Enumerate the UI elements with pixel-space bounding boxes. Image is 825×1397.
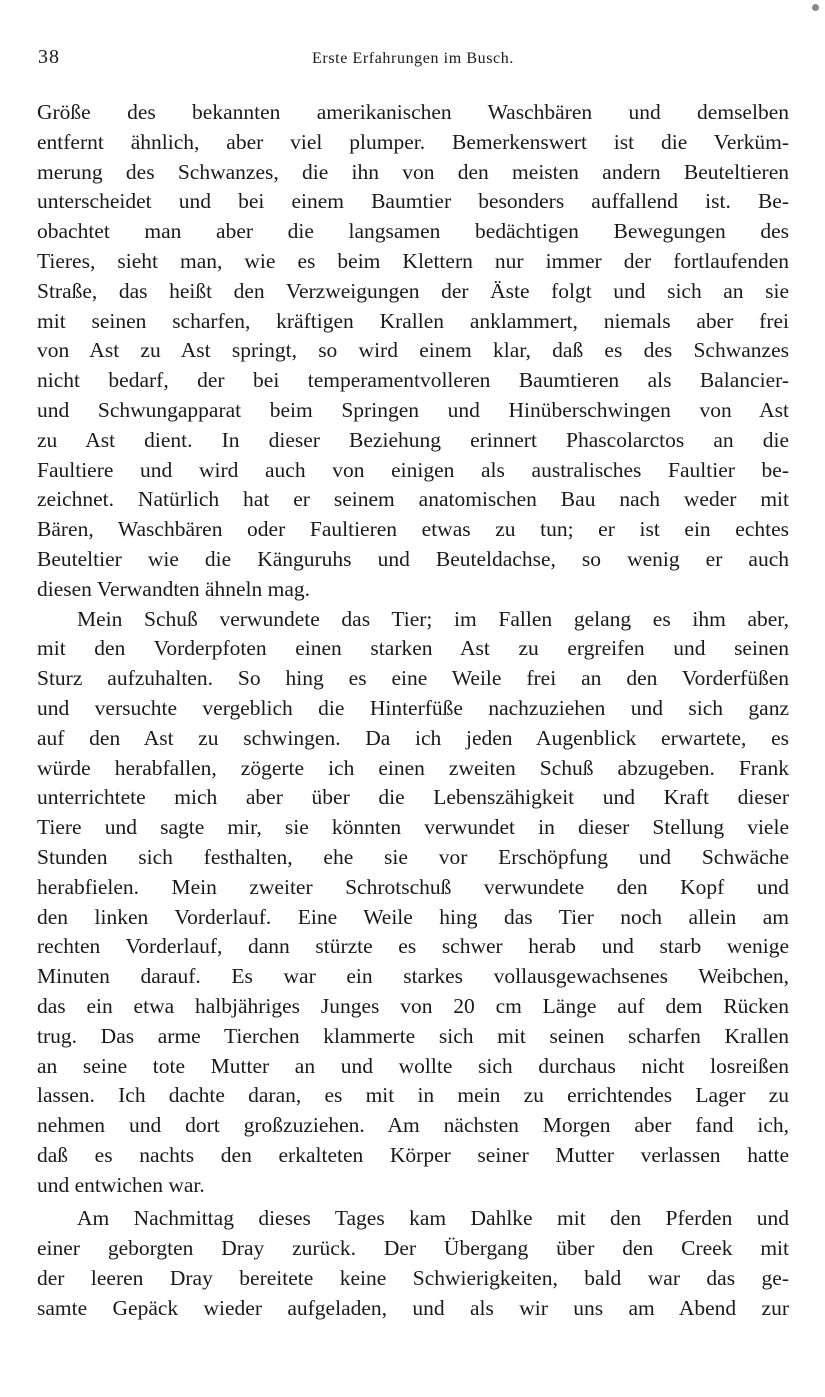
- text-line: Bären, Waschbären oder Faultieren etwas zu tun; er ist ein echtes: [37, 517, 789, 542]
- scan-speck: [812, 4, 819, 11]
- text-line: Am Nachmittag dieses Tages kam Dahlke mit den Pferden und: [77, 1206, 789, 1231]
- text-line: Tieres, sieht man, wie es beim Klettern nur immer der fortlaufenden: [37, 248, 789, 273]
- text-line: Tiere und sagte mir, sie könnten verwundet in dieser Stellung viele: [37, 815, 789, 840]
- page-number: 38: [38, 46, 60, 68]
- text-line: würde herabfallen, zögerte ich einen zweiten Schuß abzugeben. Frank: [37, 755, 789, 780]
- text-line: und entwichen war.: [37, 1172, 205, 1197]
- text-line: Straße, das heißt den Verzweigungen der Äste folgt und sich an sie: [37, 278, 789, 303]
- text-line: nicht bedarf, der bei temperamentvolleren Baumtieren als Balancier-: [37, 368, 789, 393]
- text-line: diesen Verwandten ähneln mag.: [37, 576, 311, 601]
- text-line: unterscheidet und bei einem Baumtier besonders auffallend ist. Be-: [37, 189, 789, 214]
- text-line: und versuchte vergeblich die Hinterfüße nachzuziehen und sich ganz: [37, 695, 789, 720]
- text-line: samte Gepäck wieder aufgeladen, und als wir uns am Abend zur: [37, 1295, 789, 1320]
- paragraph-3: [37, 1204, 789, 1323]
- text-line: Mein Schuß verwundete das Tier; im Fallen gelang es ihm aber,: [77, 606, 789, 631]
- text-line: einer geborgten Dray zurück. Der Übergang über den Creek mit: [37, 1236, 789, 1261]
- running-head: Erste Erfahrungen im Busch.: [312, 50, 514, 67]
- text-line: Größe des bekannten amerikanischen Waschbären und demselben: [37, 100, 789, 124]
- text-line: Sturz aufzuhalten. So hing es eine Weile frei an den Vorderfüßen: [37, 666, 789, 691]
- text-line: mit seinen scharfen, kräftigen Krallen anklammert, niemals aber frei: [37, 308, 789, 333]
- text-line: rechten Vorderlauf, dann stürzte es schwer herab und starb wenige: [37, 934, 789, 959]
- text-line: das ein etwa halbjähriges Junges von 20 cm Länge auf dem Rücken: [37, 993, 789, 1018]
- text-line: den linken Vorderlauf. Eine Weile hing das Tier noch allein am: [37, 904, 789, 929]
- text-line: Minuten darauf. Es war ein starkes vollausgewachsenes Weibchen,: [37, 964, 789, 989]
- text-line: auf den Ast zu schwingen. Da ich jeden Augenblick erwartete, es: [37, 725, 789, 750]
- text-line: Beuteltier wie die Känguruhs und Beuteldachse, so wenig er auch: [37, 546, 789, 571]
- book-page: [37, 46, 789, 1324]
- text-line: an seine tote Mutter an und wollte sich durchaus nicht losreißen: [37, 1053, 789, 1078]
- text-line: und Schwungapparat beim Springen und Hinüberschwingen von Ast: [37, 397, 789, 422]
- text-line: herabfielen. Mein zweiter Schrotschuß verwundete den Kopf und: [37, 874, 789, 899]
- paragraph-1: [37, 98, 789, 605]
- text-line: merung des Schwanzes, die ihn von den meisten andern Beuteltieren: [37, 159, 789, 184]
- page-header: [37, 46, 789, 76]
- text-line: trug. Das arme Tierchen klammerte sich mit seinen scharfen Krallen: [37, 1023, 789, 1048]
- text-line: unterrichtete mich aber über die Lebenszähigkeit und Kraft dieser: [37, 785, 789, 810]
- text-line: entfernt ähnlich, aber viel plumper. Bemerkenswert ist die Verküm-: [37, 129, 789, 154]
- text-line: obachtet man aber die langsamen bedächtigen Bewegungen des: [37, 219, 789, 244]
- paragraph-2: [37, 605, 789, 1201]
- text-line: der leeren Dray bereitete keine Schwierigkeiten, bald war das ge-: [37, 1266, 789, 1291]
- text-line: lassen. Ich dachte daran, es mit in mein zu errichtendes Lager zu: [37, 1083, 789, 1108]
- text-line: Stunden sich festhalten, ehe sie vor Erschöpfung und Schwäche: [37, 844, 789, 869]
- body-text: [37, 98, 789, 1324]
- text-line: von Ast zu Ast springt, so wird einem klar, daß es des Schwanzes: [37, 338, 789, 363]
- text-line: Faultiere und wird auch von einigen als australisches Faultier be-: [37, 457, 789, 482]
- text-line: daß es nachts den erkalteten Körper seiner Mutter verlassen hatte: [37, 1142, 789, 1167]
- text-line: zu Ast dient. In dieser Beziehung erinnert Phascolarctos an die: [37, 427, 789, 452]
- text-line: zeichnet. Natürlich hat er seinem anatomischen Bau nach weder mit: [37, 487, 789, 512]
- text-line: mit den Vorderpfoten einen starken Ast zu ergreifen und seinen: [37, 636, 789, 661]
- text-line: nehmen und dort großzuziehen. Am nächsten Morgen aber fand ich,: [37, 1113, 789, 1138]
